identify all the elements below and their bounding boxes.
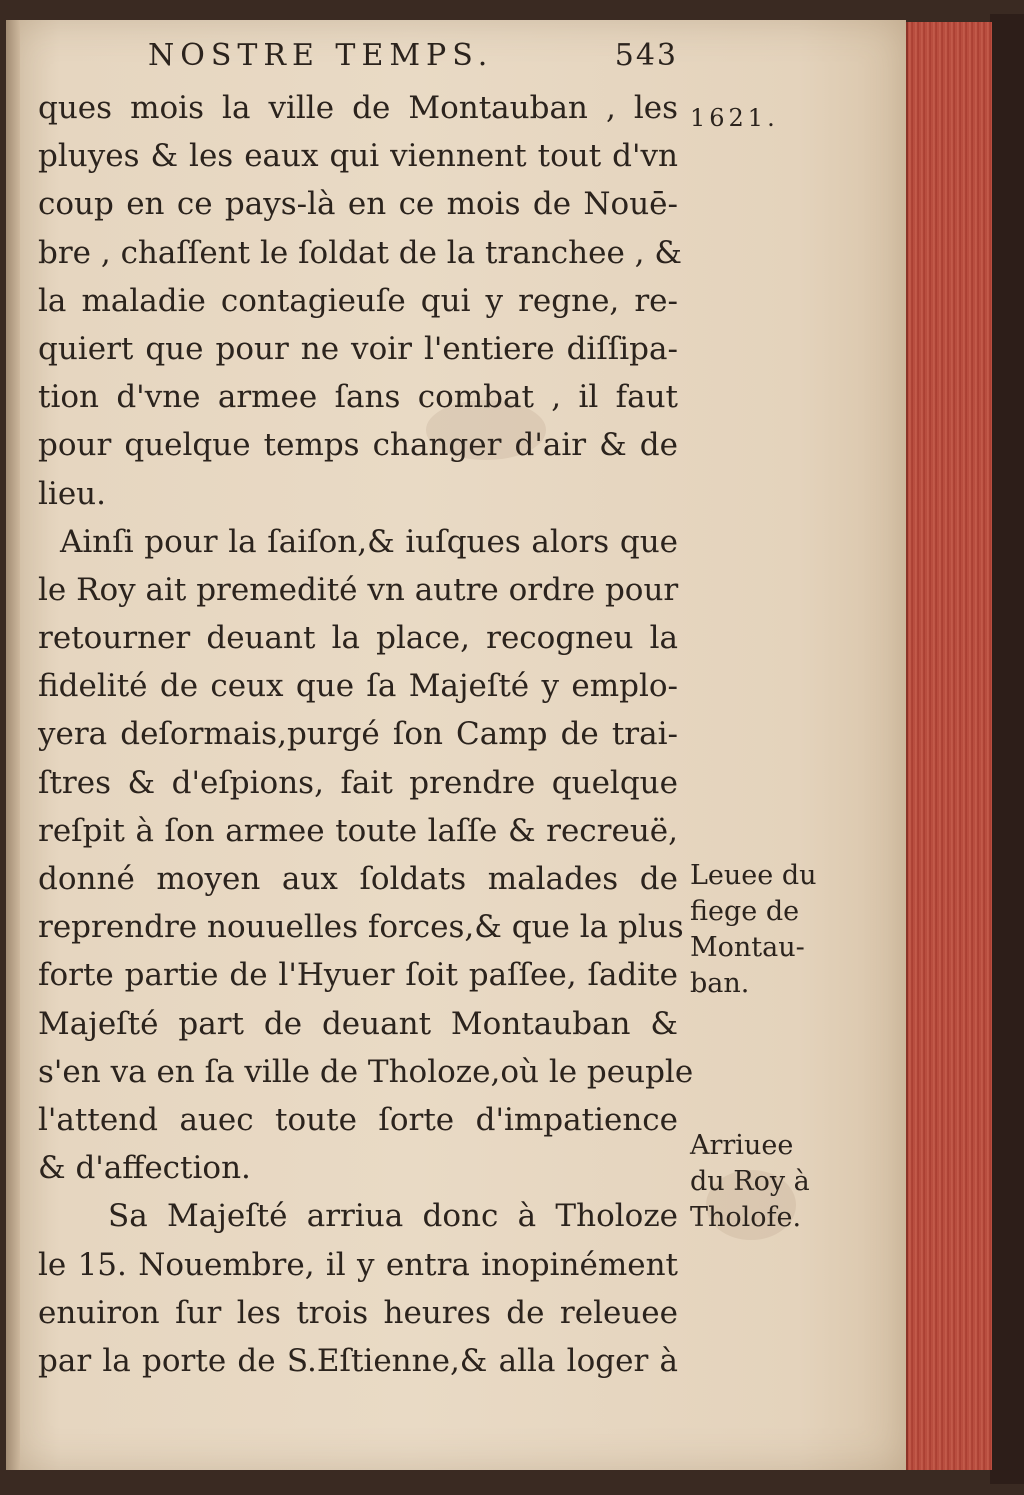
text-line: fidelité de ceux que ſa Majeſté y emplo-	[38, 668, 678, 705]
text-line: donné moyen aux ſoldats malades de	[38, 861, 678, 897]
text-line: Ainſi pour la ſaiſon,& iuſques alors que	[60, 523, 678, 560]
text-line: Majeſté part de deuant Montauban &	[38, 1005, 678, 1042]
text-line: Sa Majeſté arriua donc à Tholoze	[108, 1198, 678, 1235]
running-header	[38, 28, 698, 84]
text-line: s'en va en ſa ville de Tholoze,où le peuple	[38, 1053, 694, 1090]
text-line: ſtres & d'eſpions, fait prendre quelque	[38, 764, 678, 801]
margin-note-line: Leuee du	[690, 860, 817, 891]
text-line: le 15. Nouembre, il y entra inopinément	[38, 1246, 678, 1283]
text-line: pluyes & les eaux qui viennent tout d'vn	[38, 138, 678, 175]
margin-note-line: fiege de	[690, 896, 800, 927]
text-line: lieu.	[38, 475, 106, 512]
margin-note-line: Arriuee	[690, 1130, 794, 1161]
text-line: reſpit à ſon armee toute laſſe & recreuë,	[38, 812, 678, 849]
text-line: & d'affection.	[38, 1150, 251, 1187]
text-line: pour quelque temps changer d'air & de	[38, 427, 678, 464]
text-line: quiert que pour ne voir l'entiere diſſipa-	[38, 330, 678, 367]
text-line: enuiron ſur les trois heures de releuee	[38, 1294, 678, 1331]
text-line: l'attend auec toute ſorte d'impatience	[38, 1101, 678, 1138]
text-line: yera deſormais,purgé ſon Camp de trai-	[38, 716, 678, 753]
margin-note-line: ban.	[690, 968, 750, 999]
text-line: la maladie contagieuſe qui y regne, re-	[38, 282, 678, 319]
text-line: ques mois la ville de Montauban , les	[38, 90, 678, 126]
margin-note-arrival	[690, 1128, 810, 1236]
text-line: bre , chaſſent le ſoldat de la tranchee , &	[38, 234, 682, 271]
margin-note-siege	[690, 858, 817, 1002]
body-text	[38, 84, 694, 1385]
text-line: retourner deuant la place, recogneu la	[38, 620, 678, 657]
text-line: forte partie de l'Hyuer ſoit paſſee, ſadite	[38, 957, 678, 994]
red-fore-edge	[906, 22, 992, 1470]
margin-note-line: du Roy à	[690, 1166, 810, 1197]
margin-note-line: Tholofe.	[690, 1202, 802, 1233]
page-number: 543	[614, 38, 678, 73]
margin-note-line: Montau-	[690, 932, 805, 963]
page-gutter	[6, 20, 20, 1470]
text-line: par la porte de S.Eſtienne,& alla loger à	[38, 1342, 678, 1379]
text-line: coup en ce pays-là en ce mois de Nouē-	[38, 186, 678, 223]
text-line: tion d'vne armee ſans combat , il faut	[38, 379, 678, 416]
text-block	[38, 28, 698, 1379]
margin-note-year: 1621.	[690, 104, 779, 132]
text-line: reprendre nouuelles forces,& que la plus	[38, 909, 684, 946]
text-line: le Roy ait premedité vn autre ordre pour	[38, 571, 679, 608]
running-title: NOSTRE TEMPS.	[148, 38, 494, 73]
book-cover-edge	[990, 14, 1024, 1484]
